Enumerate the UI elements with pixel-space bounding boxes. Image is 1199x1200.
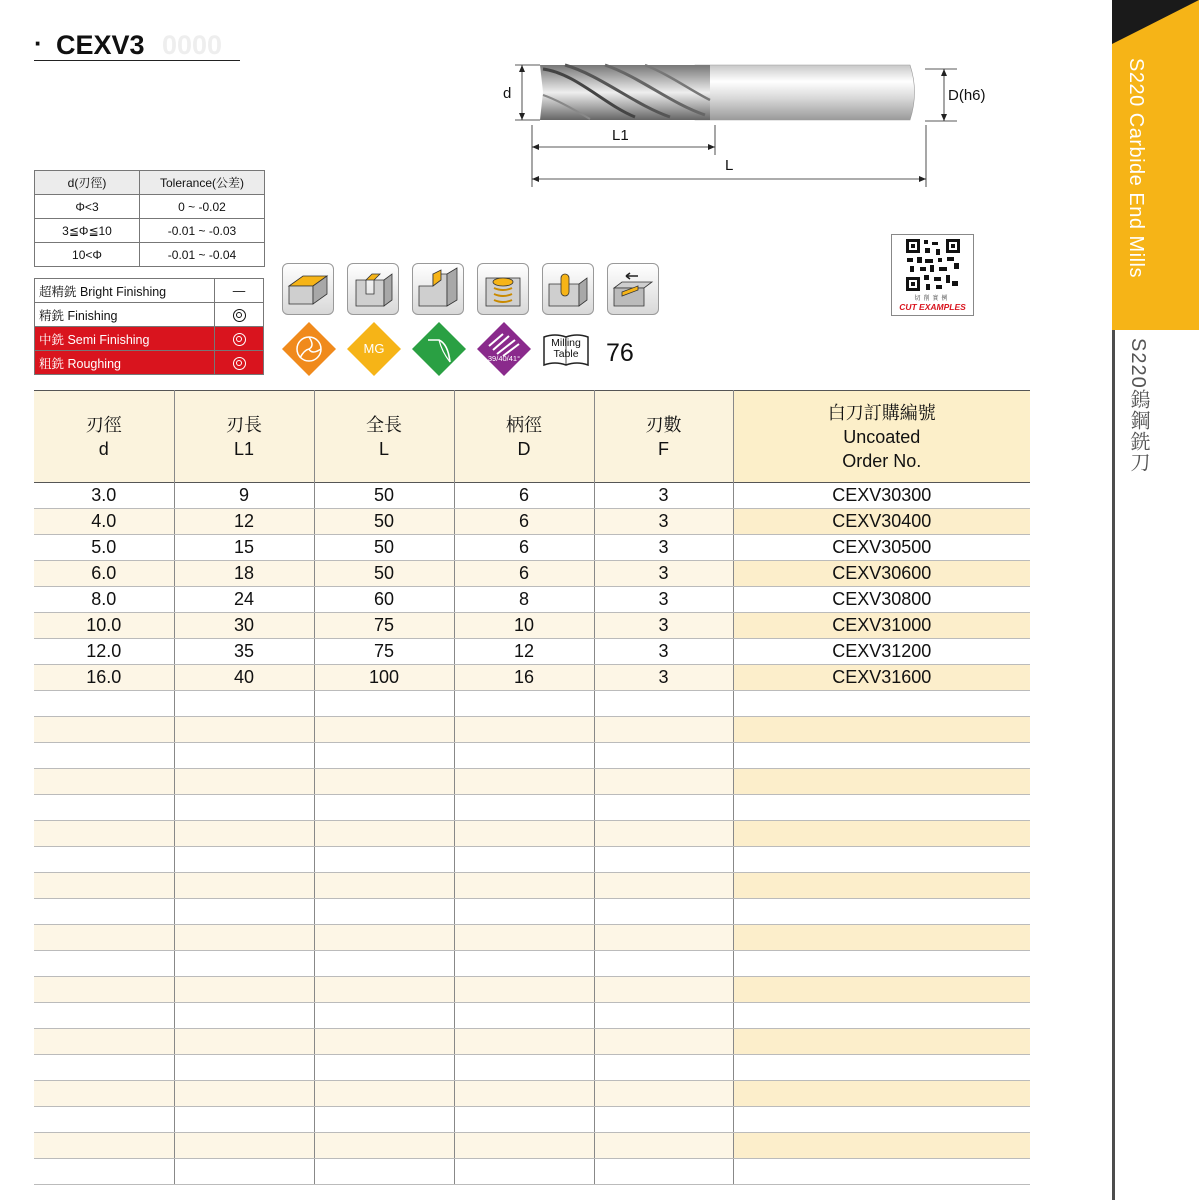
table-cell	[733, 1081, 1030, 1107]
shoulder-milling-icon	[412, 263, 464, 315]
table-cell	[594, 743, 733, 769]
column-header-order-no: 白刀訂購編號 Uncoated Order No.	[733, 391, 1030, 483]
empty-table-row	[34, 1055, 1030, 1081]
table-cell: 6	[454, 483, 594, 509]
table-cell	[314, 1133, 454, 1159]
dim-D-label: D(h6)	[948, 87, 986, 104]
table-cell: 8.0	[34, 587, 174, 613]
tolerance-cell: 3≦Φ≦10	[35, 219, 140, 243]
side-tab-title-zh: S220鎢鋼銑刀	[1127, 338, 1149, 473]
double-circle-icon	[233, 333, 246, 346]
table-cell	[174, 717, 314, 743]
table-cell	[733, 1159, 1030, 1185]
table-cell	[454, 899, 594, 925]
table-cell	[733, 795, 1030, 821]
table-cell	[174, 847, 314, 873]
table-cell	[594, 847, 733, 873]
qr-code-icon	[892, 235, 973, 293]
table-cell	[34, 1081, 174, 1107]
table-cell	[733, 691, 1030, 717]
table-cell	[454, 847, 594, 873]
table-cell	[34, 925, 174, 951]
empty-table-row	[34, 795, 1030, 821]
face-milling-icon	[282, 263, 334, 315]
table-cell: 3.0	[34, 483, 174, 509]
table-cell	[314, 847, 454, 873]
table-cell	[314, 1081, 454, 1107]
empty-table-row	[34, 1081, 1030, 1107]
plunge-milling-icon	[542, 263, 594, 315]
table-cell	[314, 1055, 454, 1081]
table-cell	[314, 951, 454, 977]
side-tab-corner	[1112, 0, 1199, 44]
table-cell: 6.0	[34, 561, 174, 587]
table-cell	[594, 1107, 733, 1133]
table-cell: 3	[594, 613, 733, 639]
tolerance-cell: Φ<3	[35, 195, 140, 219]
table-cell: 3	[594, 587, 733, 613]
table-cell	[454, 795, 594, 821]
table-cell	[174, 1107, 314, 1133]
finishing-label: 精銑 Finishing	[35, 303, 215, 327]
corner-type-icon	[412, 322, 466, 376]
dim-d-label: d	[503, 85, 512, 102]
table-cell	[174, 821, 314, 847]
table-cell	[34, 691, 174, 717]
table-cell	[174, 743, 314, 769]
table-cell	[174, 769, 314, 795]
table-cell	[314, 899, 454, 925]
table-row	[34, 613, 1030, 639]
table-row	[34, 561, 1030, 587]
empty-table-row	[34, 847, 1030, 873]
table-cell	[454, 1159, 594, 1185]
table-cell	[174, 1159, 314, 1185]
table-cell	[174, 1133, 314, 1159]
table-row	[34, 665, 1030, 691]
table-cell: CEXV31600	[733, 665, 1030, 691]
table-cell: 8	[454, 587, 594, 613]
table-cell	[454, 1107, 594, 1133]
table-row	[34, 483, 1030, 509]
column-header-flute-length: 刃長 L1	[174, 391, 314, 483]
table-cell	[733, 977, 1030, 1003]
table-cell: 4.0	[34, 509, 174, 535]
table-cell	[594, 977, 733, 1003]
table-cell	[733, 743, 1030, 769]
cut-examples-qr[interactable]	[891, 234, 974, 316]
table-cell: CEXV30800	[733, 587, 1030, 613]
table-cell: 100	[314, 665, 454, 691]
table-cell	[454, 821, 594, 847]
table-cell: 10.0	[34, 613, 174, 639]
title-main: CEXV3	[56, 30, 145, 60]
table-cell	[314, 821, 454, 847]
table-cell	[314, 691, 454, 717]
table-cell	[454, 717, 594, 743]
table-cell: 60	[314, 587, 454, 613]
helix-angle-label: 39/40/41°	[487, 354, 521, 363]
empty-table-row	[34, 769, 1030, 795]
table-cell	[174, 951, 314, 977]
table-cell: 18	[174, 561, 314, 587]
table-cell	[34, 821, 174, 847]
table-cell: 50	[314, 483, 454, 509]
table-cell	[733, 951, 1030, 977]
table-cell	[733, 899, 1030, 925]
helical-interpolation-icon	[477, 263, 529, 315]
table-cell	[34, 873, 174, 899]
table-cell: 12	[174, 509, 314, 535]
table-cell	[174, 1029, 314, 1055]
table-cell	[594, 899, 733, 925]
table-cell	[34, 1029, 174, 1055]
table-cell	[314, 743, 454, 769]
table-cell	[34, 1133, 174, 1159]
table-cell: CEXV30500	[733, 535, 1030, 561]
table-cell	[34, 899, 174, 925]
table-cell	[34, 1003, 174, 1029]
table-cell	[733, 769, 1030, 795]
qr-sub-label: 切削實例	[914, 296, 951, 302]
dim-L-label: L	[725, 157, 734, 174]
milling-table-book-icon	[542, 333, 590, 369]
table-cell: 75	[314, 613, 454, 639]
table-cell	[733, 1029, 1030, 1055]
table-cell	[733, 873, 1030, 899]
empty-table-row	[34, 743, 1030, 769]
empty-table-row	[34, 951, 1030, 977]
qr-label: CUT EXAMPLES	[899, 302, 966, 312]
tolerance-cell: 10<Φ	[35, 243, 140, 267]
table-cell	[594, 1029, 733, 1055]
table-cell	[34, 1107, 174, 1133]
milling-table-label: Table	[553, 348, 579, 360]
table-cell	[733, 1107, 1030, 1133]
table-cell: 12	[454, 639, 594, 665]
table-cell: 3	[594, 509, 733, 535]
table-cell	[594, 1081, 733, 1107]
empty-table-row	[34, 1029, 1030, 1055]
specification-table	[34, 390, 1030, 1185]
ramping-milling-icon	[607, 263, 659, 315]
table-cell: 50	[314, 509, 454, 535]
table-cell	[174, 1003, 314, 1029]
column-header-shank-diameter: 柄徑 D	[454, 391, 594, 483]
table-cell	[174, 1081, 314, 1107]
table-cell: 3	[594, 665, 733, 691]
table-cell	[454, 977, 594, 1003]
table-row	[34, 535, 1030, 561]
tolerance-header: Tolerance(公差)	[140, 171, 265, 195]
table-cell: 5.0	[34, 535, 174, 561]
table-cell	[34, 769, 174, 795]
table-cell	[174, 795, 314, 821]
table-cell	[454, 1133, 594, 1159]
empty-table-row	[34, 977, 1030, 1003]
table-cell	[594, 1003, 733, 1029]
table-cell	[314, 873, 454, 899]
table-cell: 12.0	[34, 639, 174, 665]
side-tab-title-en: S220 Carbide End Mills	[1125, 58, 1147, 278]
dash-symbol: —	[215, 279, 264, 303]
table-cell	[594, 795, 733, 821]
table-cell	[594, 821, 733, 847]
table-cell	[733, 821, 1030, 847]
table-cell	[34, 795, 174, 821]
tolerance-table	[34, 170, 265, 267]
table-cell	[454, 951, 594, 977]
table-cell	[314, 717, 454, 743]
table-cell: 9	[174, 483, 314, 509]
table-cell	[314, 925, 454, 951]
end-mill-drawing	[495, 55, 1005, 195]
table-header-row	[34, 391, 1030, 483]
table-cell	[34, 847, 174, 873]
table-cell	[314, 1107, 454, 1133]
finishing-table	[34, 278, 264, 375]
table-cell: 6	[454, 509, 594, 535]
table-cell	[174, 899, 314, 925]
double-circle-icon	[233, 309, 246, 322]
finishing-label: 粗銑 Roughing	[35, 351, 215, 375]
table-cell: 40	[174, 665, 314, 691]
table-cell	[733, 925, 1030, 951]
table-cell	[594, 1133, 733, 1159]
table-cell	[594, 769, 733, 795]
table-cell	[34, 951, 174, 977]
table-cell	[733, 717, 1030, 743]
table-cell: 35	[174, 639, 314, 665]
finishing-label: 超精銑 Bright Finishing	[35, 279, 215, 303]
table-cell	[733, 1003, 1030, 1029]
table-cell: CEXV31000	[733, 613, 1030, 639]
table-cell	[733, 1133, 1030, 1159]
table-cell	[454, 873, 594, 899]
flute-geometry-icon	[282, 322, 336, 376]
page-title	[34, 28, 240, 61]
table-cell: 16	[454, 665, 594, 691]
table-cell: CEXV30600	[733, 561, 1030, 587]
table-cell	[314, 795, 454, 821]
table-cell	[733, 1055, 1030, 1081]
empty-table-row	[34, 1003, 1030, 1029]
empty-table-row	[34, 1133, 1030, 1159]
table-cell: 10	[454, 613, 594, 639]
table-cell: 24	[174, 587, 314, 613]
table-cell	[454, 691, 594, 717]
table-cell	[454, 1003, 594, 1029]
table-cell	[594, 951, 733, 977]
tolerance-cell: -0.01 ~ -0.03	[140, 219, 265, 243]
table-cell: CEXV31200	[733, 639, 1030, 665]
table-cell	[454, 925, 594, 951]
table-cell	[314, 977, 454, 1003]
table-cell: 50	[314, 561, 454, 587]
empty-table-row	[34, 925, 1030, 951]
table-cell	[454, 769, 594, 795]
table-cell: 3	[594, 535, 733, 561]
empty-table-row	[34, 899, 1030, 925]
table-cell	[34, 717, 174, 743]
table-cell: 6	[454, 535, 594, 561]
table-cell	[174, 691, 314, 717]
empty-table-row	[34, 873, 1030, 899]
tolerance-cell: -0.01 ~ -0.04	[140, 243, 265, 267]
table-cell	[594, 925, 733, 951]
milling-table-label: Milling	[551, 337, 581, 349]
table-cell	[594, 1159, 733, 1185]
column-header-diameter: 刃徑 d	[34, 391, 174, 483]
tolerance-cell: 0 ~ -0.02	[140, 195, 265, 219]
column-header-flutes: 刃數 F	[594, 391, 733, 483]
table-row	[34, 587, 1030, 613]
empty-table-row	[34, 821, 1030, 847]
mg-grade-label: MG	[363, 341, 385, 356]
table-cell	[174, 977, 314, 1003]
table-cell: 3	[594, 483, 733, 509]
table-cell: 75	[314, 639, 454, 665]
table-cell: 3	[594, 561, 733, 587]
empty-table-row	[34, 1107, 1030, 1133]
tolerance-header: d(刃徑)	[35, 171, 140, 195]
table-cell	[174, 873, 314, 899]
column-header-overall-length: 全長 L	[314, 391, 454, 483]
title-ghost: 0000	[162, 30, 223, 60]
table-cell: 50	[314, 535, 454, 561]
table-cell: 16.0	[34, 665, 174, 691]
table-cell: 3	[594, 639, 733, 665]
table-cell: 15	[174, 535, 314, 561]
empty-table-row	[34, 717, 1030, 743]
table-cell	[34, 977, 174, 1003]
table-row	[34, 509, 1030, 535]
table-cell	[454, 1055, 594, 1081]
empty-table-row	[34, 691, 1030, 717]
table-cell	[733, 847, 1030, 873]
table-cell	[454, 743, 594, 769]
table-cell	[594, 691, 733, 717]
table-cell	[314, 1159, 454, 1185]
table-cell	[174, 925, 314, 951]
table-cell	[314, 1003, 454, 1029]
table-cell	[34, 743, 174, 769]
table-cell	[314, 769, 454, 795]
table-row	[34, 639, 1030, 665]
table-cell	[34, 1055, 174, 1081]
helix-angle-icon	[477, 322, 531, 376]
double-circle-icon	[233, 357, 246, 370]
table-cell	[454, 1081, 594, 1107]
table-cell	[594, 1055, 733, 1081]
empty-table-row	[34, 1159, 1030, 1185]
table-cell	[34, 1159, 174, 1185]
finishing-label: 中銑 Semi Finishing	[35, 327, 215, 351]
table-cell: 6	[454, 561, 594, 587]
slot-milling-icon	[347, 263, 399, 315]
dim-L1-label: L1	[612, 127, 629, 144]
table-cell	[174, 1055, 314, 1081]
end-mill-svg	[495, 55, 1005, 195]
table-cell: CEXV30300	[733, 483, 1030, 509]
milling-table-page: 76	[606, 339, 634, 367]
table-cell	[594, 873, 733, 899]
table-cell	[594, 717, 733, 743]
table-cell	[314, 1029, 454, 1055]
table-cell	[454, 1029, 594, 1055]
table-cell: CEXV30400	[733, 509, 1030, 535]
title-bullet: ·	[34, 28, 43, 58]
table-cell: 30	[174, 613, 314, 639]
